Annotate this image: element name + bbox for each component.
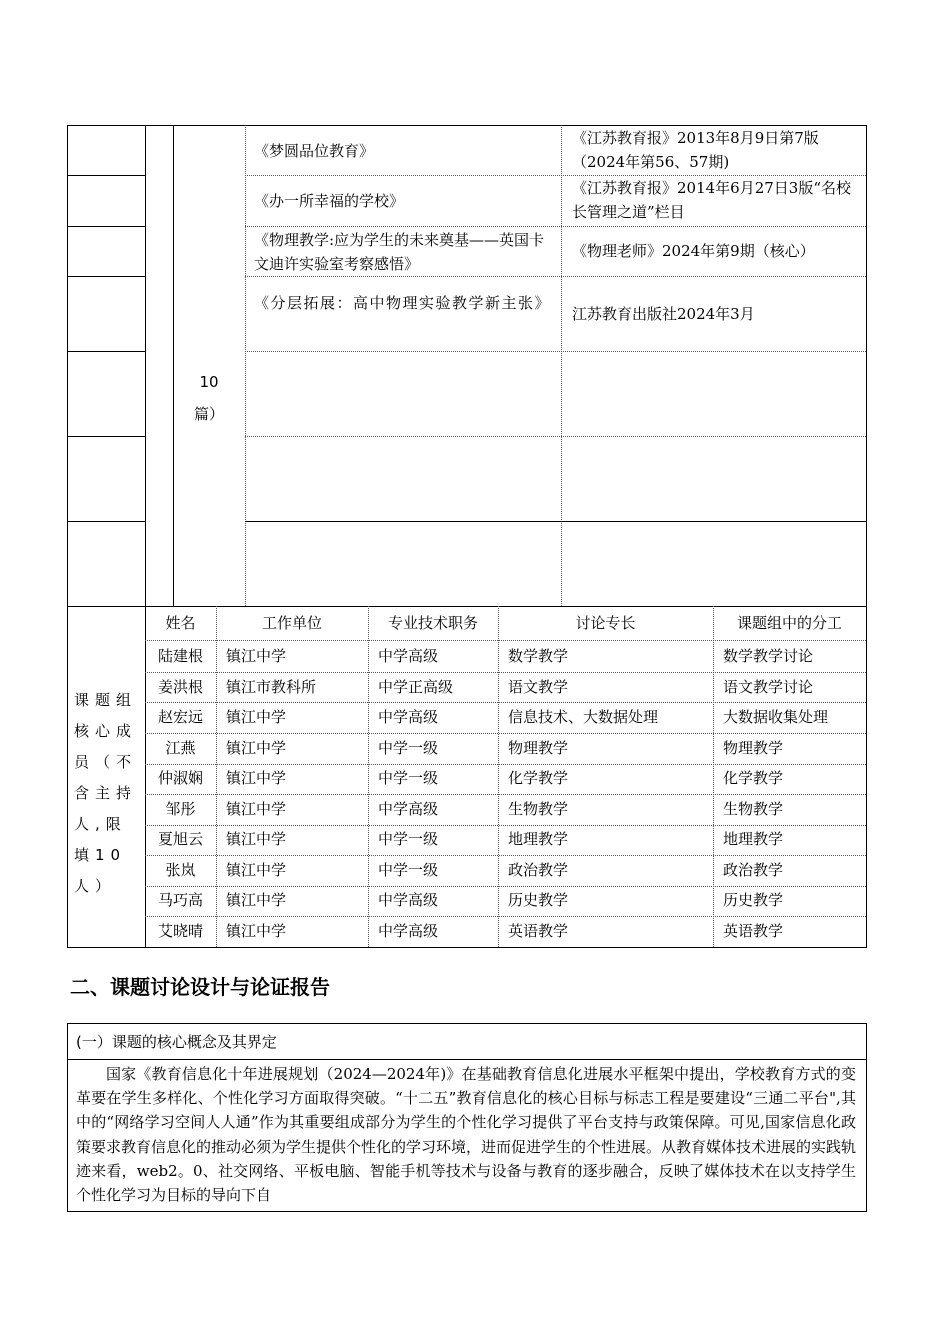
member-role: 物理教学 — [723, 739, 784, 757]
member-name: 马巧高 — [157, 891, 203, 909]
member-name: 张岚 — [165, 861, 196, 879]
concept-paragraph: 国家《教育信息化十年进展规划（2024—2024年)》在基础教育信息化进展水平框架中提出，学校教育方式的变革要在学生多样化、个性化学习方面取得突破。“十二五”教育信息化的核心目标与标志工程是要建设“三通二平台",其中的“网络学习空间人人通”作为其重要组成部分为学生的个性化学习提供了平台支持与政策保障。可见,国家信息化政策要求教育信息化的推动必须为学生提供个性化的学习环境，进而促进学生的个性进展。从教育媒体技术进展的实践轨迹来看，web2。0、社交网络、平板电脑、智能手机等技术与设备与教育的逐步融合，反映了媒体技术在以支持学生个性化学习为目标的导向下自 — [76, 1065, 857, 1205]
member-name: 江燕 — [165, 739, 196, 757]
member-title: 中学高级 — [378, 708, 439, 726]
member-unit: 镇江中学 — [226, 800, 287, 818]
column-header-title: 专业技术职务 — [387, 614, 478, 632]
member-title: 中学一级 — [378, 739, 439, 757]
member-unit: 镇江中学 — [226, 708, 287, 726]
member-unit: 镇江中学 — [226, 647, 287, 665]
member-unit: 镇江市教科所 — [226, 678, 317, 696]
member-unit: 镇江中学 — [226, 891, 287, 909]
member-specialty: 化学教学 — [508, 769, 569, 787]
member-title: 中学一级 — [378, 861, 439, 879]
publication-title: 《梦圆品位教育》 — [254, 142, 375, 160]
member-role: 英语教学 — [723, 922, 784, 940]
member-title: 中学一级 — [378, 830, 439, 848]
member-unit: 镇江中学 — [226, 830, 287, 848]
member-title: 中学高级 — [378, 800, 439, 818]
count-label-line1: 10 — [199, 373, 219, 391]
member-specialty: 语文教学 — [508, 678, 569, 696]
member-title: 中学高级 — [378, 647, 439, 665]
member-role: 历史教学 — [723, 891, 784, 909]
member-role: 政治教学 — [723, 861, 784, 879]
publication-title: 《分层拓展：高中物理实验教学新主张》 — [254, 294, 552, 312]
member-specialty: 政治教学 — [508, 861, 569, 879]
member-name: 艾晓晴 — [157, 922, 203, 940]
member-name: 仲淑娴 — [157, 769, 203, 787]
member-name: 邹彤 — [165, 800, 196, 818]
publication-title: 《办一所幸福的学校》 — [254, 192, 405, 210]
member-title: 中学一级 — [378, 769, 439, 787]
member-unit: 镇江中学 — [226, 922, 287, 940]
member-specialty: 数学教学 — [508, 647, 569, 665]
member-specialty: 地理教学 — [508, 830, 569, 848]
member-specialty: 英语教学 — [508, 922, 569, 940]
member-name: 陆建根 — [157, 647, 203, 665]
count-label — [175, 366, 243, 430]
members-label: 课题组核心成员（不含主持人,限填10人） — [74, 691, 138, 895]
publication-source: 《江苏教育报》2013年8月9日第7版（2024年第56、57期) — [572, 129, 819, 171]
member-role: 语文教学讨论 — [723, 678, 814, 696]
member-unit: 镇江中学 — [226, 861, 287, 879]
member-specialty: 物理教学 — [508, 739, 569, 757]
member-specialty: 信息技术、大数据处理 — [508, 708, 659, 726]
member-title: 中学高级 — [378, 922, 439, 940]
publication-source: 江苏教育出版社2024年3月 — [572, 305, 755, 323]
subsection-heading: (一）课题的核心概念及其界定 — [76, 1033, 277, 1051]
publication-source: 《江苏教育报》2014年6月27日3版“名校长管理之道”栏目 — [572, 179, 852, 221]
member-role: 化学教学 — [723, 769, 784, 787]
member-role: 生物教学 — [723, 800, 784, 818]
member-specialty: 历史教学 — [508, 891, 569, 909]
member-name: 赵宏远 — [157, 708, 203, 726]
column-header-specialty: 讨论专长 — [575, 614, 636, 632]
section-heading: 二、课题讨论设计与论证报告 — [70, 975, 330, 999]
member-specialty: 生物教学 — [508, 800, 569, 818]
member-unit: 镇江中学 — [226, 739, 287, 757]
column-header-role: 课题组中的分工 — [736, 614, 842, 632]
publication-source: 《物理老师》2024年第9期（核心） — [572, 242, 815, 260]
publication-title: 《物理教学:应为学生的未来奠基——英国卡文迪许实验室考察感悟》 — [254, 231, 545, 273]
member-title: 中学高级 — [378, 891, 439, 909]
member-role: 数学教学讨论 — [723, 647, 814, 665]
column-header-name: 姓名 — [165, 614, 196, 632]
member-role: 大数据收集处理 — [723, 708, 829, 726]
member-title: 中学正高级 — [378, 678, 454, 696]
count-label-line2: 篇） — [193, 405, 224, 423]
column-header-unit: 工作单位 — [261, 614, 322, 632]
member-role: 地理教学 — [723, 830, 784, 848]
member-unit: 镇江中学 — [226, 769, 287, 787]
member-name: 姜洪根 — [157, 678, 203, 696]
member-name: 夏旭云 — [157, 830, 203, 848]
